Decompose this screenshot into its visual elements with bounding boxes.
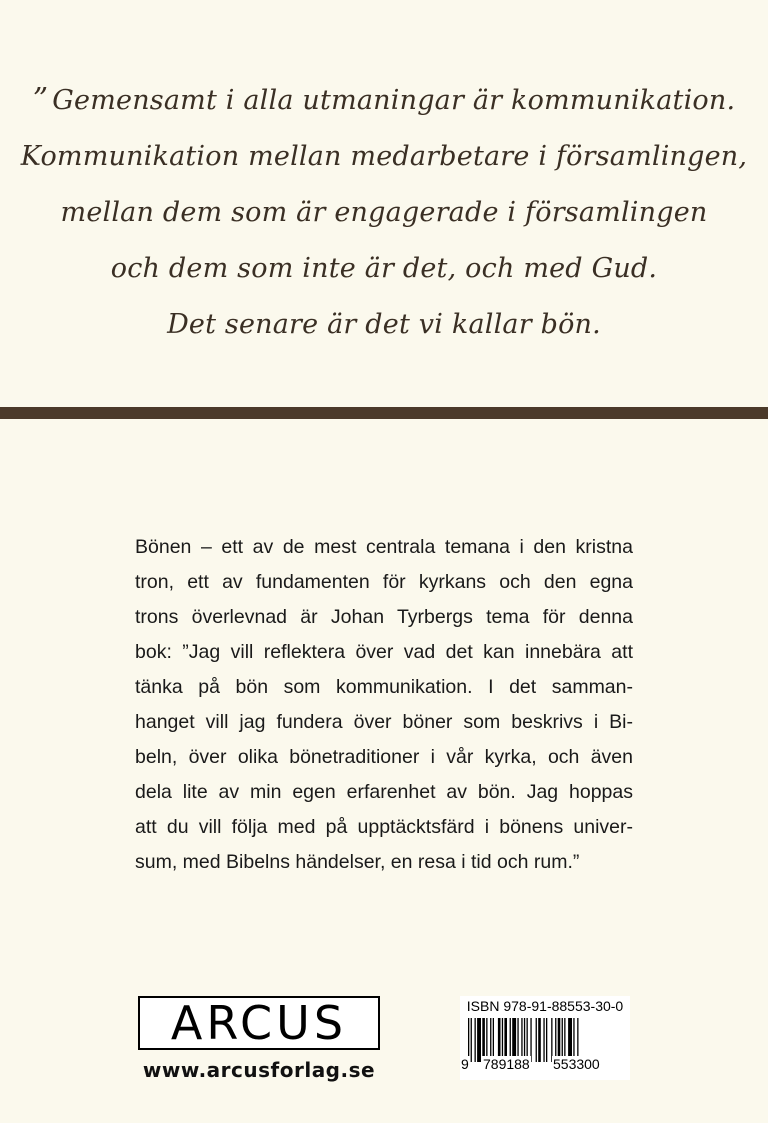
description-line: sum, med Bibelns händelser, en resa i tid och rum.” [135,851,580,873]
description-line: hanget vill jag fundera över böner som beskrivs i Bi- [135,711,633,733]
quote-mark: ” [32,82,49,117]
description-line: beln, över olika bönetraditioner i vår kyrka, och även [135,746,633,768]
quote-line: Det senare är det vi kallar bön. [167,309,601,340]
barcode-digits-left: 789188 [483,1056,530,1072]
quote-line: mellan dem som är engagerade i församlingen [60,197,708,228]
description-line: Bönen – ett av de mest centrala temana i den kristna [135,536,633,558]
isbn-label: ISBN 978-91-88553-30-0 [466,998,624,1014]
barcode-digit-first: 9 [461,1056,469,1072]
description-line: dela lite av min egen erfarenhet av bön. Jag hoppas [135,781,633,803]
barcode-digits [460,1056,630,1076]
divider-band [0,407,768,419]
description-line: trons överlevnad är Johan Tyrbergs tema för denna [135,606,633,628]
isbn-barcode [460,996,630,1080]
quote-line: och dem som inte är det, och med Gud. [110,253,658,284]
logo-text: ARCUS [170,996,348,1050]
barcode-digits-right: 553300 [553,1056,600,1072]
quote-line: Kommunikation mellan medarbetare i församlingen, [20,141,748,172]
quote-line: ” Gemensamt i alla utmaningar är kommunikation. [32,82,736,117]
description-line: tänka på bön som kommunikation. I det samman- [135,676,633,698]
description-line: bok: ”Jag vill reflektera över vad det kan innebära att [135,641,633,663]
book-description [135,530,633,880]
description-line: att du vill följa med på upptäcktsfärd i bönens univer- [135,816,633,838]
quote-block [0,72,768,353]
publisher-website: www.arcusforlag.se [142,1058,376,1082]
publisher-logo [138,996,380,1050]
description-line: tron, ett av fundamenten för kyrkans och den egna [135,571,633,593]
